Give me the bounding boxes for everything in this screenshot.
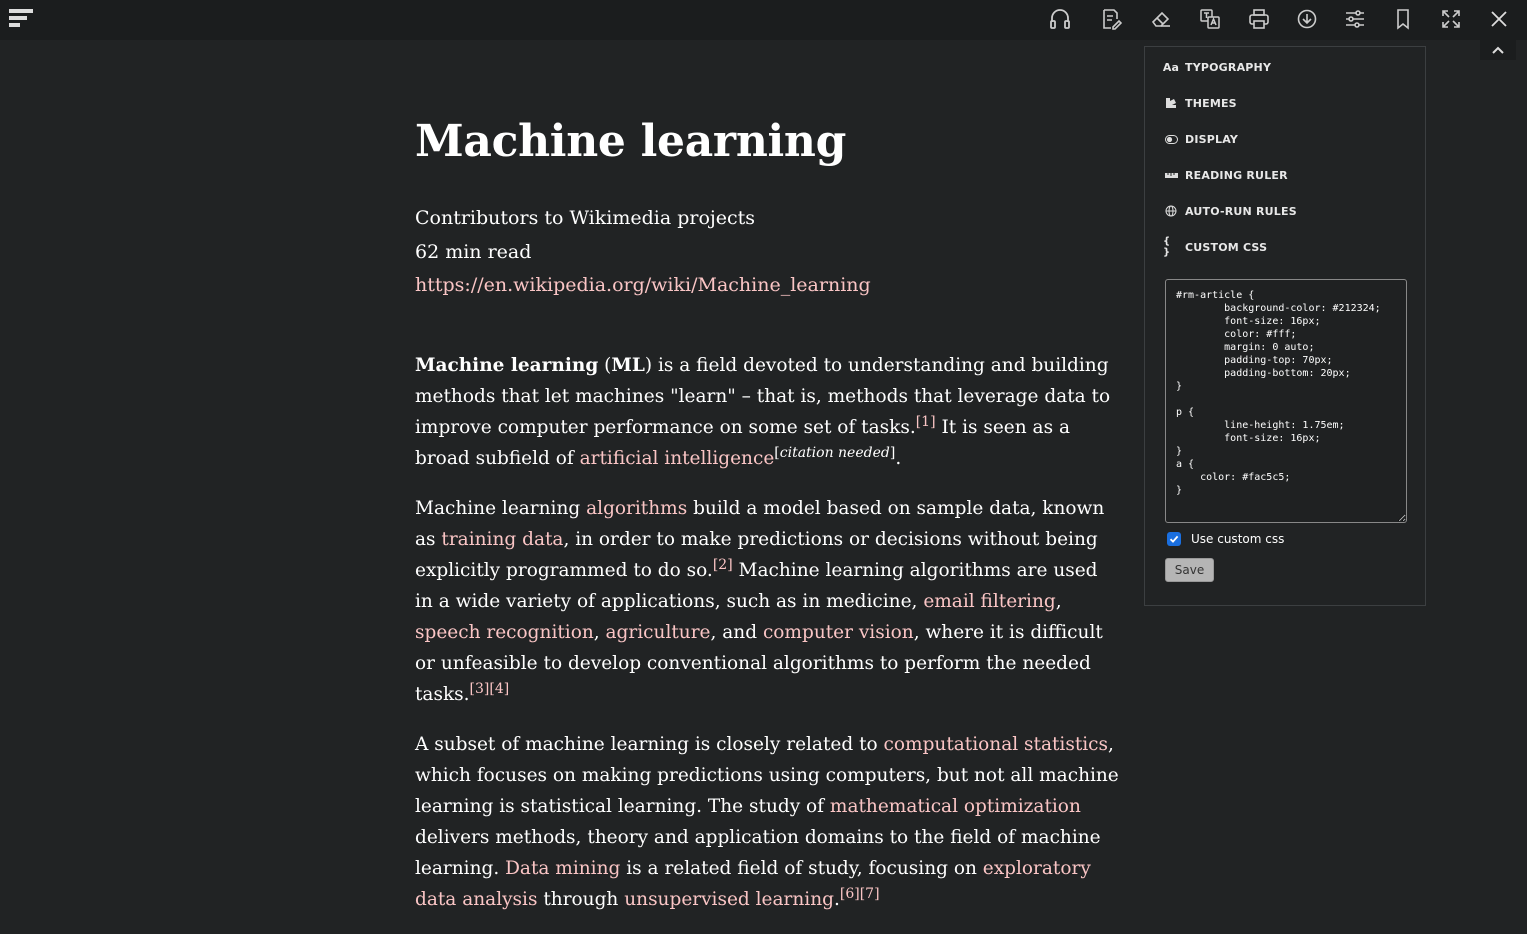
download-icon[interactable] (1294, 8, 1320, 30)
article-meta (415, 202, 1120, 303)
reference-link[interactable]: [1] (915, 413, 936, 430)
panel-item-reading-ruler[interactable] (1163, 165, 1288, 185)
panel-item-label: TYPOGRAPHY (1185, 60, 1272, 74)
text-span: delivers methods, theory and application domains to the field of machine learning. (415, 826, 1101, 879)
panel-item-custom-css[interactable] (1163, 237, 1267, 257)
text-span: , where it is difficult or unfeasible to develop conventional algorithms to perform the needed tasks. (415, 621, 1103, 705)
text-span: , in order to make predictions or decisions without being explicitly programmed to do so. (415, 528, 1098, 581)
settings-panel (1144, 46, 1426, 606)
save-button[interactable]: Save (1165, 558, 1214, 582)
top-toolbar (0, 0, 1527, 40)
link-computational-statistics[interactable]: computational statistics (883, 733, 1109, 755)
citation-bracket: ] (889, 444, 896, 461)
article-read-time: 62 min read (415, 240, 532, 263)
panel-item-display[interactable] (1163, 129, 1238, 149)
translate-icon[interactable] (1197, 8, 1223, 30)
text-span: , (1055, 590, 1062, 612)
article-title: Machine learning (415, 116, 847, 167)
panel-item-label: CUSTOM CSS (1185, 240, 1268, 254)
text-span: Machine learning (415, 497, 587, 519)
text-span: build a model based on sample data, known as (415, 497, 1105, 550)
panel-item-label: THEMES (1185, 96, 1237, 110)
text-span: , (593, 621, 606, 643)
globe-icon (1163, 205, 1179, 217)
text-span: . (833, 888, 840, 910)
text-span: Machine learning algorithms are used in a wide variety of applications, such as in medicine, (415, 559, 1098, 612)
ruler-icon (1163, 172, 1179, 179)
reference-link[interactable]: [2] (712, 556, 733, 573)
text-span: It is seen as a broad subfield of (415, 416, 1070, 469)
panel-item-label: DISPLAY (1185, 132, 1239, 146)
use-custom-css-checkbox[interactable] (1167, 532, 1181, 546)
link-exploratory-data-analysis[interactable]: exploratory data analysis (415, 857, 1091, 910)
bookmark-icon[interactable] (1390, 8, 1416, 30)
link-email-filtering[interactable]: email filtering (923, 590, 1056, 612)
article-source-link[interactable]: https://en.wikipedia.org/wiki/Machine_learning (415, 274, 871, 296)
text-span: ) is a field devoted to understanding and building methods that let machines "learn" – that is, methods that leverage data to improve computer performance on some set of tasks. (415, 354, 1111, 438)
text-span: , which focuses on making predictions using computers, but not all machine learning is statistical learning. The study of (415, 733, 1119, 817)
text-span: A subset of machine learning is closely related to (415, 733, 884, 755)
text-span: ( (598, 354, 612, 376)
text-span: is a related field of study, focusing on (620, 857, 983, 879)
menu-icon[interactable] (8, 8, 34, 30)
print-icon[interactable] (1246, 8, 1272, 30)
typography-icon: Aa (1162, 60, 1180, 74)
link-training-data[interactable]: training data (441, 528, 564, 550)
bold-term: Machine learning (415, 354, 599, 376)
code-braces-icon: { } (1163, 236, 1171, 258)
toggle-icon (1163, 135, 1179, 144)
text-span: , and (710, 621, 763, 643)
bold-term: ML (611, 354, 645, 376)
panel-item-typography[interactable] (1163, 57, 1271, 77)
palette-icon (1163, 97, 1179, 109)
link-computer-vision[interactable]: computer vision (762, 621, 914, 643)
reference-link[interactable]: [6] (839, 885, 860, 902)
citation-needed-text: citation needed (779, 444, 890, 461)
eraser-icon[interactable] (1148, 8, 1174, 30)
edit-note-icon[interactable] (1098, 8, 1124, 30)
settings-sliders-icon[interactable] (1342, 8, 1368, 30)
paragraph-3 (415, 729, 1120, 915)
close-icon[interactable] (1486, 8, 1512, 30)
link-unsupervised-learning[interactable]: unsupervised learning (624, 888, 834, 910)
panel-item-label: AUTO-RUN RULES (1185, 204, 1297, 218)
reference-link[interactable]: [4] (489, 680, 510, 697)
custom-css-editor[interactable] (1165, 279, 1407, 523)
citation-bracket: [ (774, 444, 780, 461)
reference-link[interactable]: [7] (859, 885, 880, 902)
link-data-mining[interactable]: Data mining (505, 857, 621, 879)
paragraph-1 (415, 350, 1120, 474)
link-algorithms[interactable]: algorithms (586, 497, 688, 519)
chevron-up-icon[interactable] (1480, 40, 1516, 60)
use-custom-css-label: Use custom css (1191, 532, 1285, 546)
link-speech-recognition[interactable]: speech recognition (415, 621, 594, 643)
link-agriculture[interactable]: agriculture (605, 621, 711, 643)
fullscreen-icon[interactable] (1438, 8, 1464, 30)
text-span: through (537, 888, 625, 910)
paragraph-2 (415, 493, 1120, 710)
article (415, 112, 1120, 934)
link-artificial-intelligence[interactable]: artificial intelligence (579, 447, 775, 469)
text-span: . (895, 447, 902, 469)
use-custom-css-row (1167, 532, 1284, 546)
panel-item-themes[interactable] (1163, 93, 1237, 113)
panel-item-label: READING RULER (1185, 168, 1288, 182)
article-author: Contributors to Wikimedia projects (415, 207, 756, 229)
panel-item-auto-run-rules[interactable] (1163, 201, 1297, 221)
reference-link[interactable]: [3] (469, 680, 490, 697)
headphones-icon[interactable] (1047, 8, 1073, 30)
citation-needed[interactable] (774, 444, 895, 460)
link-mathematical-optimization[interactable]: mathematical optimization (829, 795, 1081, 817)
